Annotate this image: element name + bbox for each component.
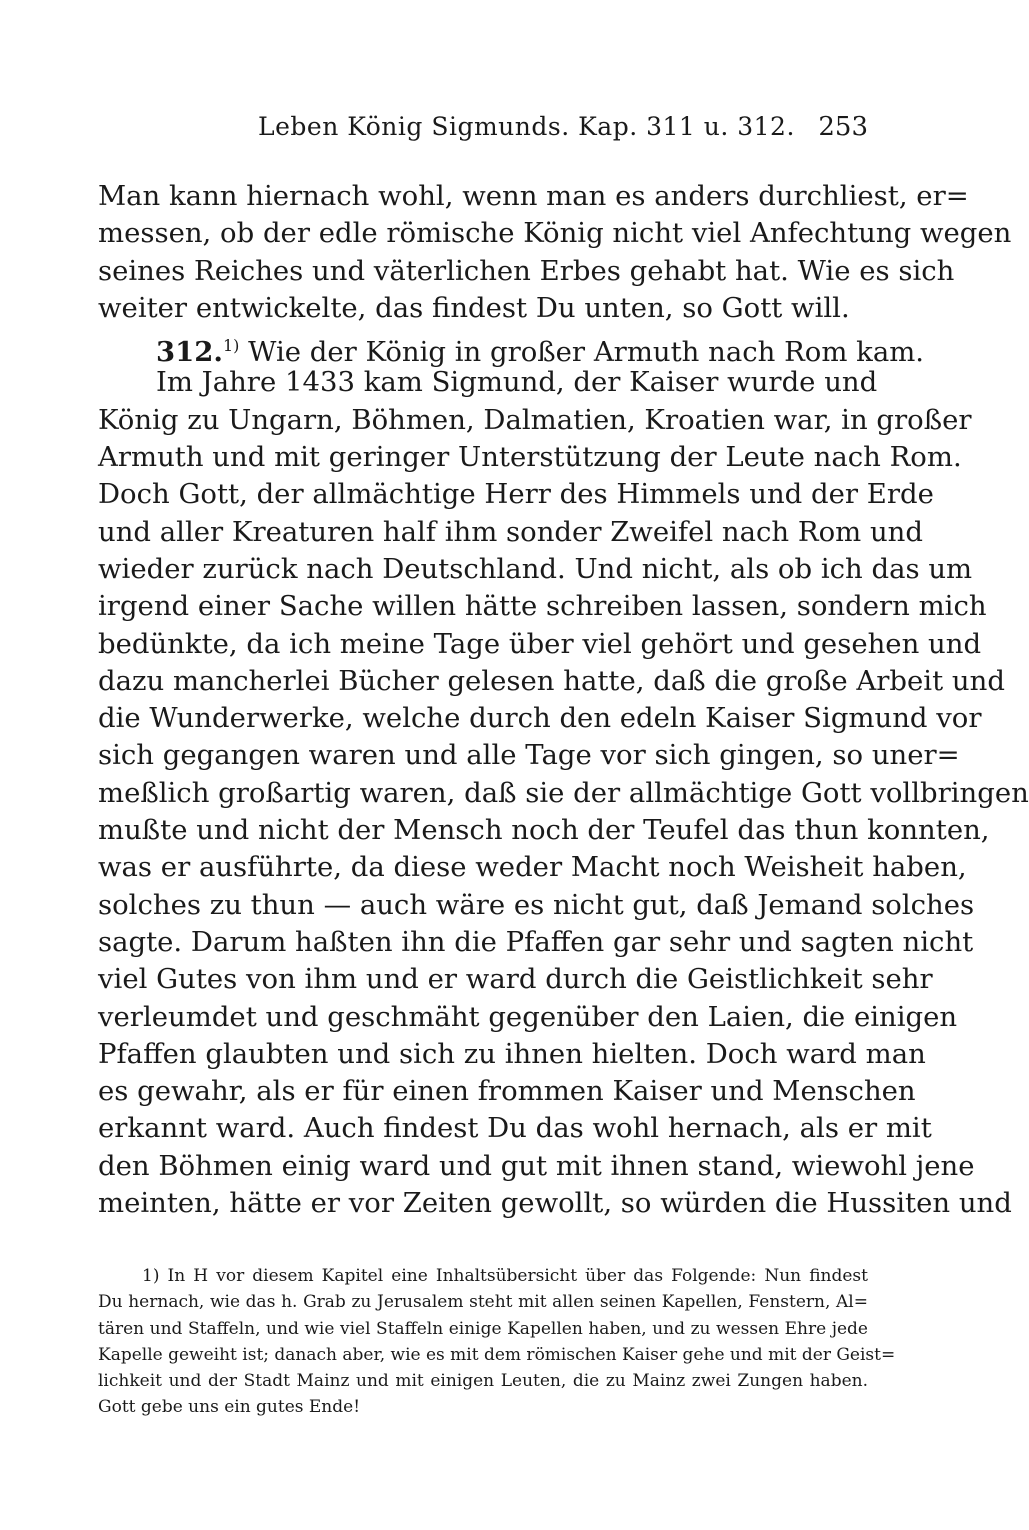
text-line: mußte und nicht der Mensch noch der Teufel das thun konnten, [98, 814, 990, 847]
footnote-line: 1) In H vor diesem Kapitel eine Inhaltsübersicht über das Folgende: Nun findest [142, 1266, 868, 1286]
text-line: Man kann hiernach wohl, wenn man es anders durchliest, er= [98, 180, 969, 212]
text-line: es gewahr, als er für einen frommen Kaiser und Menschen [98, 1075, 916, 1108]
text-line: irgend einer Sache willen hätte schreiben lassen, sondern mich [98, 590, 987, 623]
text-line: Im Jahre 1433 kam Sigmund, der Kaiser wurde und [156, 366, 878, 399]
chapter-title: Wie der König in großer Armuth nach Rom kam. [248, 336, 925, 369]
text-line: verleumdet und geschmäht gegenüber den Laien, die einigen [98, 1000, 958, 1033]
text-line: seines Reiches und väterlichen Erbes gehabt hat. Wie es sich [98, 254, 955, 287]
text-line: König zu Ungarn, Böhmen, Dalmatien, Kroatien war, in großer [98, 403, 972, 436]
text-line: Armuth und mit geringer Unterstützung der Leute nach Rom. [98, 441, 962, 474]
text-line: meinten, hätte er vor Zeiten gewollt, so würden die Hussiten und [98, 1187, 1012, 1220]
chapter-number: 312. [156, 336, 223, 369]
footnote-line: Du hernach, wie das h. Grab zu Jerusalem steht mit allen seinen Kapellen, Fenstern, Al= [98, 1292, 868, 1313]
text-line: wieder zurück nach Deutschland. Und nicht, als ob ich das um [98, 552, 973, 585]
text-line: sich gegangen waren und alle Tage vor sich gingen, so uner= [98, 739, 960, 772]
text-line: sagte. Darum haßten ihn die Pfaffen gar sehr und sagten nicht [98, 925, 974, 958]
running-title: Leben König Sigmunds. Kap. 311 u. 312. [258, 112, 795, 141]
text-line: Doch Gott, der allmächtige Herr des Himmels und der Erde [98, 478, 934, 511]
text-line: solches zu thun — auch wäre es nicht gut, daß Jemand solches [98, 888, 975, 921]
footnote-line: Kapelle geweiht ist; danach aber, wie es mit dem römischen Kaiser gehe und mit der Geist= [98, 1344, 896, 1365]
text-line: den Böhmen einig ward und gut mit ihnen stand, wiewohl jene [98, 1149, 975, 1182]
text-line: bedünkte, da ich meine Tage über viel gehört und gesehen und [98, 627, 982, 660]
text-line: meßlich großartig waren, daß sie der allmächtige Gott vollbringen [98, 776, 1029, 809]
footnote-line: lichkeit und der Stadt Mainz und mit einigen Leuten, die zu Mainz zwei Zungen haben. [98, 1371, 868, 1392]
text-line: erkannt ward. Auch findest Du das wohl hernach, als er mit [98, 1112, 932, 1145]
text-line: dazu mancherlei Bücher gelesen hatte, daß die große Arbeit und [98, 664, 1005, 697]
text-line: und aller Kreaturen half ihm sonder Zweifel nach Rom und [98, 515, 923, 548]
footnote-line: tären und Staffeln, und wie viel Staffeln einige Kapellen haben, und zu wessen Ehre jede [98, 1318, 868, 1339]
main-text [98, 178, 1029, 1222]
page-number: 253 [818, 112, 868, 142]
text-line: die Wunderwerke, welche durch den edeln Kaiser Sigmund vor [98, 702, 982, 735]
footnote [98, 1263, 896, 1421]
text-line: Pfaffen glaubten und sich zu ihnen hielten. Doch ward man [98, 1037, 926, 1070]
footnote-marker: 1) [222, 336, 240, 356]
text-line: was er ausführte, da diese weder Macht noch Weisheit haben, [98, 851, 967, 884]
text-line: messen, ob der edle römische König nicht viel Anfechtung wegen [98, 217, 1012, 250]
chapter-heading [98, 327, 925, 369]
footnote-line: Gott gebe uns ein gutes Ende! [98, 1397, 361, 1418]
page-header [98, 112, 868, 152]
text-line: weiter entwickelte, das findest Du unten, so Gott will. [98, 291, 850, 324]
text-line: viel Gutes von ihm und er ward durch die Geistlichkeit sehr [98, 963, 933, 996]
